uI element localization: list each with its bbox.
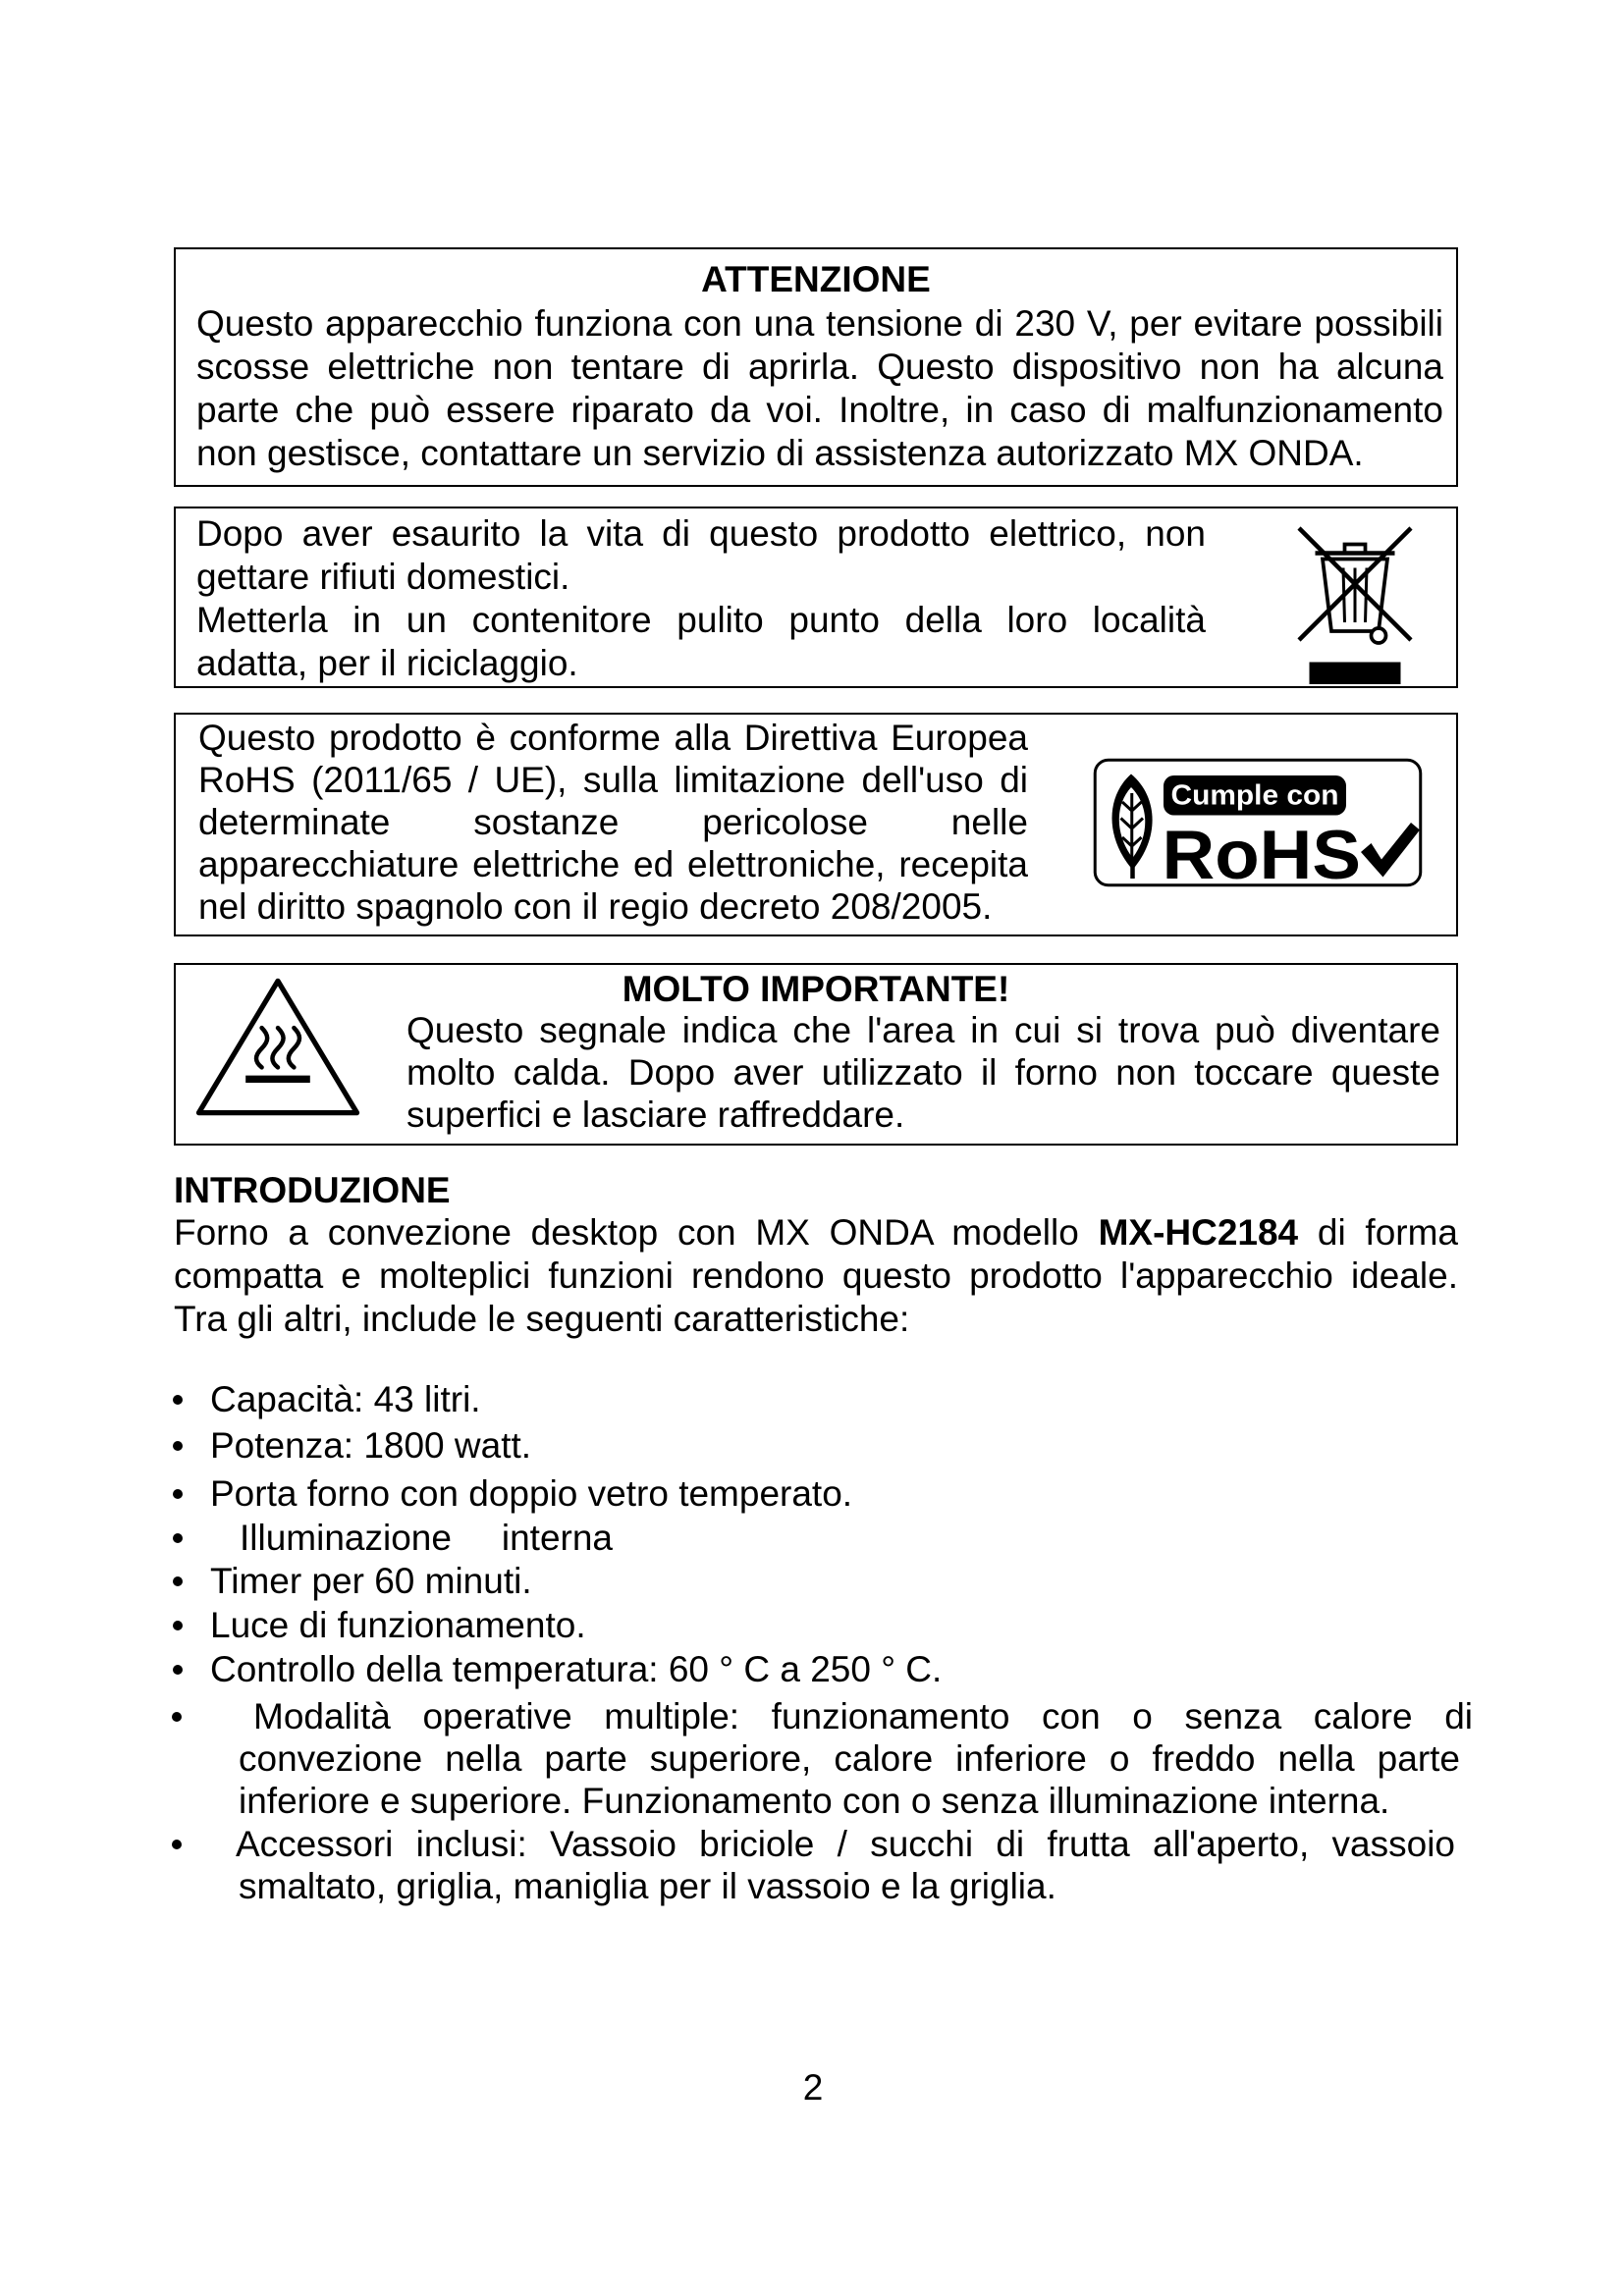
attenzione-box <box>174 247 1458 487</box>
list-item-continuation: inferiore e superiore. Funzionamento con o senza illuminazione interna. <box>239 1781 1390 1821</box>
rohs-line: apparecchiature elettriche ed elettroniche, recepita <box>198 844 1028 884</box>
smaltimento-line: gettare rifiuti domestici. <box>196 557 570 597</box>
bullet-dot <box>173 1395 183 1405</box>
bullet-dot <box>173 1665 183 1675</box>
attenzione-line: non gestisce, contattare un servizio di assistenza autorizzato MX ONDA. <box>196 433 1364 473</box>
rohs-box <box>174 713 1458 936</box>
rohs-compliance-logo <box>1093 758 1423 887</box>
avvertenza-line: molto calda. Dopo aver utilizzato il forno non toccare queste <box>406 1052 1440 1093</box>
bullet-dot <box>172 1712 182 1722</box>
smaltimento-line: Metterla in un contenitore pulito punto della loro località <box>196 600 1206 640</box>
intro-suffix: di forma <box>1317 1212 1459 1253</box>
bullet-dot <box>173 1441 183 1451</box>
list-item-continuation: convezione nella parte superiore, calore inferiore o freddo nella parte <box>239 1738 1460 1779</box>
list-item: Illuminazione interna <box>240 1518 613 1558</box>
list-item: Modalità operative multiple: funzionamento con o senza calore di <box>253 1696 1473 1736</box>
list-item: Controllo della temperatura: 60 ° C a 250 ° C. <box>210 1649 943 1689</box>
model-number: MX-HC2184 <box>1098 1212 1299 1253</box>
attenzione-line: parte che può essere riparato da voi. Inoltre, in caso di malfunzionamento <box>196 390 1443 430</box>
crossed-out-wheelie-bin-icon <box>1293 522 1417 684</box>
smaltimento-line: Dopo aver esaurito la vita di questo prodotto elettrico, non <box>196 513 1206 554</box>
rohs-line: nel diritto spagnolo con il regio decreto 208/2005. <box>198 886 993 927</box>
list-item: Porta forno con doppio vetro temperato. <box>210 1473 853 1514</box>
list-item: Accessori inclusi: Vassoio briciole / succhi di frutta all'aperto, vassoio <box>236 1824 1455 1864</box>
list-item: Potenza: 1800 watt. <box>210 1425 532 1466</box>
bullet-dot <box>173 1533 183 1543</box>
black-bar <box>1310 663 1401 685</box>
intro-paragraph-line <box>174 1211 1458 1255</box>
list-item: Capacità: 43 litri. <box>210 1379 481 1419</box>
rohs-mark-text: RoHS <box>1162 816 1361 887</box>
page-number: 2 <box>802 2067 824 2108</box>
badge-text: Cumple con <box>1170 779 1339 812</box>
smaltimento-box <box>174 507 1458 688</box>
intro-paragraph-line: Tra gli altri, include le seguenti caratteristiche: <box>174 1299 910 1339</box>
attenzione-line: scosse elettriche non tentare di aprirla. Questo dispositivo non ha alcuna <box>196 347 1443 387</box>
list-item: Timer per 60 minuti. <box>210 1561 532 1601</box>
rohs-line: Questo prodotto è conforme alla Direttiva Europea <box>198 718 1028 758</box>
attenzione-title: ATTENZIONE <box>701 259 931 299</box>
rohs-line: determinate sostanze pericolose nelle <box>198 802 1028 842</box>
attenzione-line: Questo apparecchio funziona con una tensione di 230 V, per evitare possibili <box>196 303 1443 344</box>
avvertenza-line: Questo segnale indica che l'area in cui si trova può diventare <box>406 1010 1440 1050</box>
avvertenza-line: superfici e lasciare raffreddare. <box>406 1095 905 1135</box>
list-item: Luce di funzionamento. <box>210 1605 586 1645</box>
bullet-dot <box>173 1621 183 1630</box>
avvertenza-title: MOLTO IMPORTANTE! <box>622 969 1010 1009</box>
intro-prefix: Forno a convezione desktop con MX ONDA modello <box>174 1212 1079 1253</box>
bullet-dot <box>172 1840 182 1849</box>
rohs-line: RoHS (2011/65 / UE), sulla limitazione dell'uso di <box>198 760 1028 800</box>
list-item-continuation: smaltato, griglia, maniglia per il vassoio e la griglia. <box>239 1866 1056 1906</box>
smaltimento-line: adatta, per il riciclaggio. <box>196 643 578 683</box>
avvertenza-box <box>174 963 1458 1146</box>
introduzione-heading: INTRODUZIONE <box>174 1170 451 1210</box>
bullet-dot <box>173 1489 183 1499</box>
bullet-dot <box>173 1576 183 1586</box>
intro-paragraph-line: compatta e molteplici funzioni rendono questo prodotto l'apparecchio ideale. <box>174 1255 1458 1296</box>
